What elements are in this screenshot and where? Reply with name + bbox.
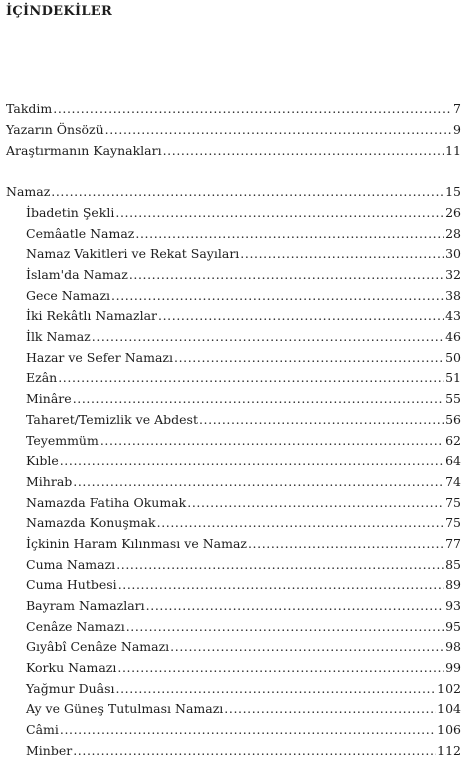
toc-entry-label: Korku Namazı [26, 660, 117, 676]
toc-entry-page: 112 [437, 742, 461, 758]
toc-leader-dots [187, 497, 444, 510]
toc-entry-page: 102 [437, 680, 461, 696]
toc-leader-dots [174, 352, 444, 365]
toc-subentry [6, 550, 461, 571]
toc-entry-takdim [6, 95, 461, 116]
toc-entry-label: Minber [26, 742, 73, 758]
toc-leader-dots [53, 103, 452, 116]
toc-entry-label: Kıble [26, 453, 59, 469]
toc-entry-label: Cemâatle Namaz [26, 225, 135, 241]
toc-entry-page: 62 [445, 432, 461, 448]
toc-entry-page: 95 [445, 618, 461, 634]
toc-subentry [6, 364, 461, 385]
toc-entry-label: Gece Namazı [26, 287, 111, 303]
toc-leader-dots [100, 435, 444, 448]
toc-entry-page: 43 [445, 308, 461, 324]
toc-leader-dots [158, 310, 444, 323]
toc-entry-label: Ay ve Güneş Tutulması Namazı [26, 701, 224, 717]
toc-entry-label: İki Rekâtlı Namazlar [26, 308, 158, 324]
toc-leader-dots [118, 579, 444, 592]
toc-leader-dots [60, 455, 444, 468]
toc-leader-dots [73, 393, 444, 406]
toc-leader-dots [116, 559, 444, 572]
toc-subentry [6, 344, 461, 365]
toc-entry-arastirmanin-kaynaklari [6, 136, 461, 157]
toc-entry-label: Yazarın Önsözü [6, 121, 104, 137]
toc-subentry [6, 716, 461, 737]
toc-subentry [6, 592, 461, 613]
toc-entry-label: Namazda Fatiha Okumak [26, 494, 187, 510]
toc-subentry [6, 447, 461, 468]
toc-leader-dots [115, 207, 444, 220]
toc-entry-page: 38 [445, 287, 461, 303]
toc-subentry [6, 406, 461, 427]
toc-entry-label: Mihrab [26, 473, 73, 489]
toc-entry-page: 51 [445, 370, 461, 386]
toc-entry-page: 15 [445, 184, 461, 200]
toc-entry-page: 11 [445, 142, 461, 158]
toc-entry-label: İbadetin Şekli [26, 204, 115, 220]
toc-entry-label: Takdim [6, 101, 53, 117]
toc-entry-page: 50 [445, 349, 461, 365]
toc-subentry [6, 613, 461, 634]
toc-leader-dots [73, 476, 444, 489]
toc-entry-page: 30 [445, 246, 461, 262]
toc-entry-label: Namaz Vakitleri ve Rekat Sayıları [26, 246, 240, 262]
toc-leader-dots [240, 248, 444, 261]
toc-subentry [6, 426, 461, 447]
toc-entry-page: 74 [445, 473, 461, 489]
toc-subentry [6, 509, 461, 530]
toc-subentry [6, 675, 461, 696]
toc-subentry [6, 240, 461, 261]
toc-subentry [6, 219, 461, 240]
toc-entry-page: 46 [445, 329, 461, 345]
toc-entry-label: Bayram Namazları [26, 598, 145, 613]
toc-entry-label: Ezân [26, 370, 58, 386]
toc-leader-dots [199, 414, 444, 427]
toc-subentry [6, 571, 461, 592]
toc-entry-page: 85 [445, 556, 461, 572]
toc-entry-label: İslam'da Namaz [26, 267, 128, 282]
toc-entry-label: Cuma Hutbesi [26, 577, 117, 593]
toc-entry-page: 75 [445, 494, 461, 510]
toc-entry-label: Yağmur Duâsı [26, 680, 115, 696]
toc-entry-label: Namazda Konuşmak [26, 515, 156, 531]
toc-entry-label: Cuma Namazı [26, 556, 116, 572]
toc-entry-label: Minâre [26, 391, 72, 407]
toc-entry-label: Teyemmüm [26, 432, 99, 448]
toc-entry-page: 64 [445, 453, 461, 469]
toc-subentry [6, 530, 461, 551]
toc-entry-namaz [6, 178, 461, 199]
toc-entry-page: 26 [445, 204, 461, 220]
toc-entry-page: 89 [445, 577, 461, 593]
toc-leader-dots [163, 145, 444, 158]
toc-leader-dots [58, 372, 444, 385]
toc-subentry [6, 302, 461, 323]
toc-leader-dots [105, 124, 452, 137]
toc-subentry [6, 737, 461, 758]
toc-entry-label: İçkinin Haram Kılınması ve Namaz [26, 535, 247, 551]
toc-leader-dots [146, 600, 444, 613]
page-title: İÇİNDEKİLER [6, 4, 113, 19]
toc-entry-yazarin-onsozu [6, 116, 461, 137]
toc-subentry [6, 282, 461, 303]
toc-leader-dots [51, 186, 444, 199]
toc-subentry [6, 633, 461, 654]
toc-leader-dots [170, 641, 444, 654]
toc-leader-dots [126, 621, 444, 634]
toc-subentry [6, 385, 461, 406]
toc-subentry [6, 323, 461, 344]
toc-leader-dots [224, 703, 436, 716]
toc-leader-dots [135, 228, 444, 241]
toc-leader-dots [92, 331, 444, 344]
toc-leader-dots [111, 290, 444, 303]
toc-subentry [6, 488, 461, 509]
toc-entry-page: 7 [453, 101, 461, 117]
toc-leader-dots [129, 269, 444, 282]
toc-leader-dots [60, 724, 436, 737]
toc-entry-page: 93 [445, 598, 461, 613]
toc-subentry [6, 695, 461, 716]
toc-entry-page: 75 [445, 515, 461, 531]
toc-entry-page: 28 [445, 225, 461, 241]
toc-entry-label: Araştırmanın Kaynakları [6, 142, 162, 158]
toc-leader-dots [73, 745, 436, 758]
toc-entry-page: 77 [445, 535, 461, 551]
table-of-contents [6, 95, 461, 757]
toc-entry-page: 104 [437, 701, 461, 717]
toc-entry-page: 55 [445, 391, 461, 407]
toc-subentry [6, 261, 461, 282]
toc-entry-page: 99 [445, 660, 461, 676]
toc-leader-dots [117, 662, 444, 675]
toc-subentry [6, 199, 461, 220]
toc-entry-label: Gıyâbî Cenâze Namazı [26, 639, 170, 655]
toc-entry-label: Taharet/Temizlik ve Abdest [26, 411, 198, 427]
toc-subentry [6, 468, 461, 489]
toc-entry-page: 32 [445, 267, 461, 282]
toc-entry-label: Câmi [26, 722, 59, 738]
toc-entry-page: 56 [445, 411, 461, 427]
toc-entry-label: Cenâze Namazı [26, 618, 125, 634]
toc-entry-label: Hazar ve Sefer Namazı [26, 349, 173, 365]
toc-entry-page: 98 [445, 639, 461, 655]
toc-leader-dots [157, 517, 444, 530]
toc-entry-page: 9 [453, 121, 461, 137]
toc-entry-page: 106 [437, 722, 461, 738]
toc-entry-label: İlk Namaz [26, 329, 91, 345]
toc-entry-label: Namaz [6, 184, 51, 200]
toc-subentry [6, 654, 461, 675]
toc-leader-dots [248, 538, 444, 551]
toc-leader-dots [116, 683, 437, 696]
